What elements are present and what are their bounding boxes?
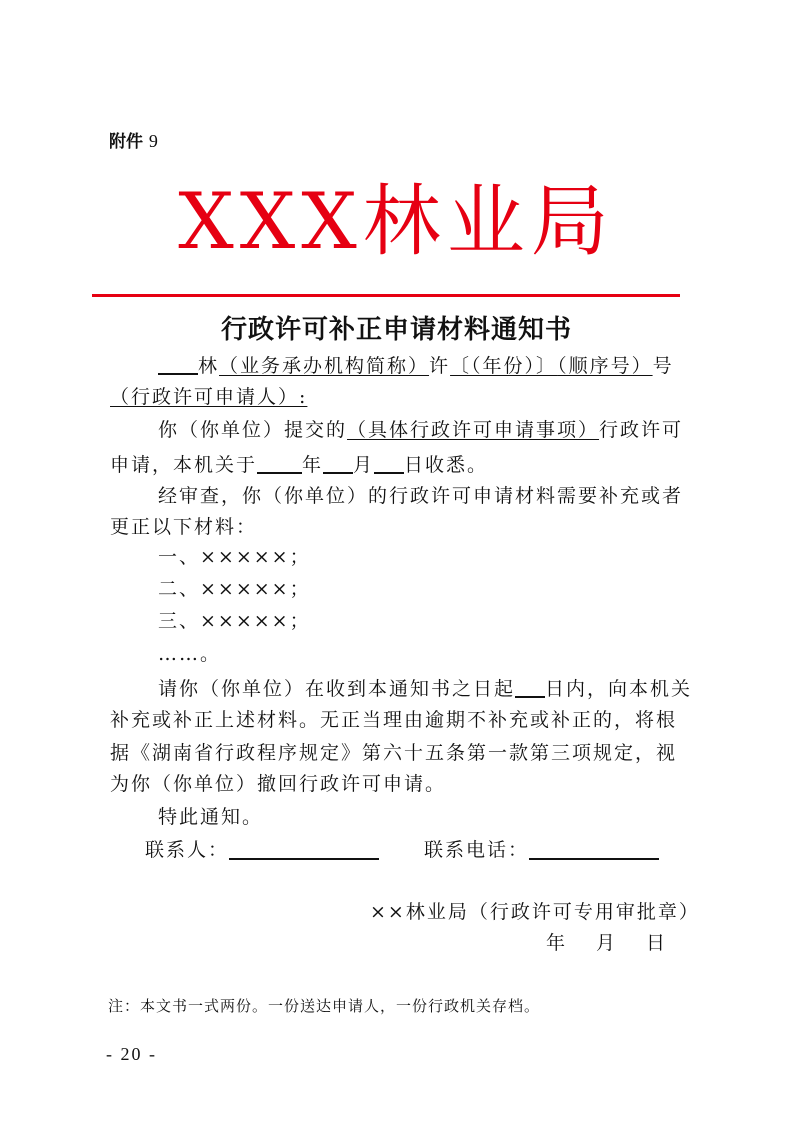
addressee: （行政许可申请人）: (110, 386, 308, 408)
para3-line4: 为你（你单位）撤回行政许可申请。 (110, 773, 447, 795)
doc-year: 〔（年份）〕 (450, 355, 558, 377)
footnote: 注：本文书一式两份。一份送达申请人，一份行政机关存档。 (108, 997, 541, 1015)
para1-line2: 申请，本机关于 年 月 日收悉。 (110, 454, 489, 476)
para3-line3: 据《湖南省行政程序规定》第六十五条第一款第三项规定，视 (110, 742, 678, 764)
doc-seq: （顺序号） (557, 355, 653, 377)
attachment-label: 附件 9 (109, 131, 158, 152)
contact-phone: 联系电话： (424, 838, 659, 860)
contact-person: 联系人： (145, 838, 379, 860)
days-blank (515, 678, 545, 698)
month-blank (323, 454, 353, 474)
approval-seal-text: ××林业局（行政许可专用审批章） (370, 901, 700, 923)
year-blank (257, 454, 302, 474)
para3-line1: 请你（你单位）在收到本通知书之日起 日内，向本机关 (158, 678, 693, 700)
doc-number-line: 林（业务承办机构简称）许〔（年份）〕（顺序号）号 (158, 355, 674, 376)
document-title: 行政许可补正申请材料通知书 (220, 315, 572, 345)
notice-text: 特此通知。 (158, 806, 264, 828)
doc-prefix-blank (158, 355, 198, 375)
attachment-number: 9 (148, 131, 158, 151)
application-item: （具体行政许可申请事项） (347, 419, 600, 441)
para3-line2: 补充或补正上述材料。无正当理由逾期不补充或补正的，将根 (110, 709, 678, 731)
item-2: 二、×××××； (158, 578, 311, 600)
contact-person-blank (229, 838, 379, 860)
para1-line1: 你（你单位）提交的（具体行政许可申请事项）行政许可 (158, 419, 684, 441)
day-blank (374, 454, 404, 474)
item-1: 一、×××××； (158, 546, 311, 568)
agency-header: XXX林业局 (178, 177, 615, 267)
item-more: ……。 (158, 643, 222, 665)
item-3: 三、×××××； (158, 610, 311, 632)
red-divider (92, 294, 680, 297)
org-abbrev: （业务承办机构简称） (219, 355, 430, 377)
para2-line1: 经审查，你（你单位）的行政许可申请材料需要补充或者 (158, 485, 684, 507)
para2-line2: 更正以下材料： (110, 516, 258, 538)
date-line: 年 月 日 (546, 932, 672, 954)
page-number: - 20 - (106, 1044, 157, 1064)
contact-phone-blank (529, 838, 659, 860)
